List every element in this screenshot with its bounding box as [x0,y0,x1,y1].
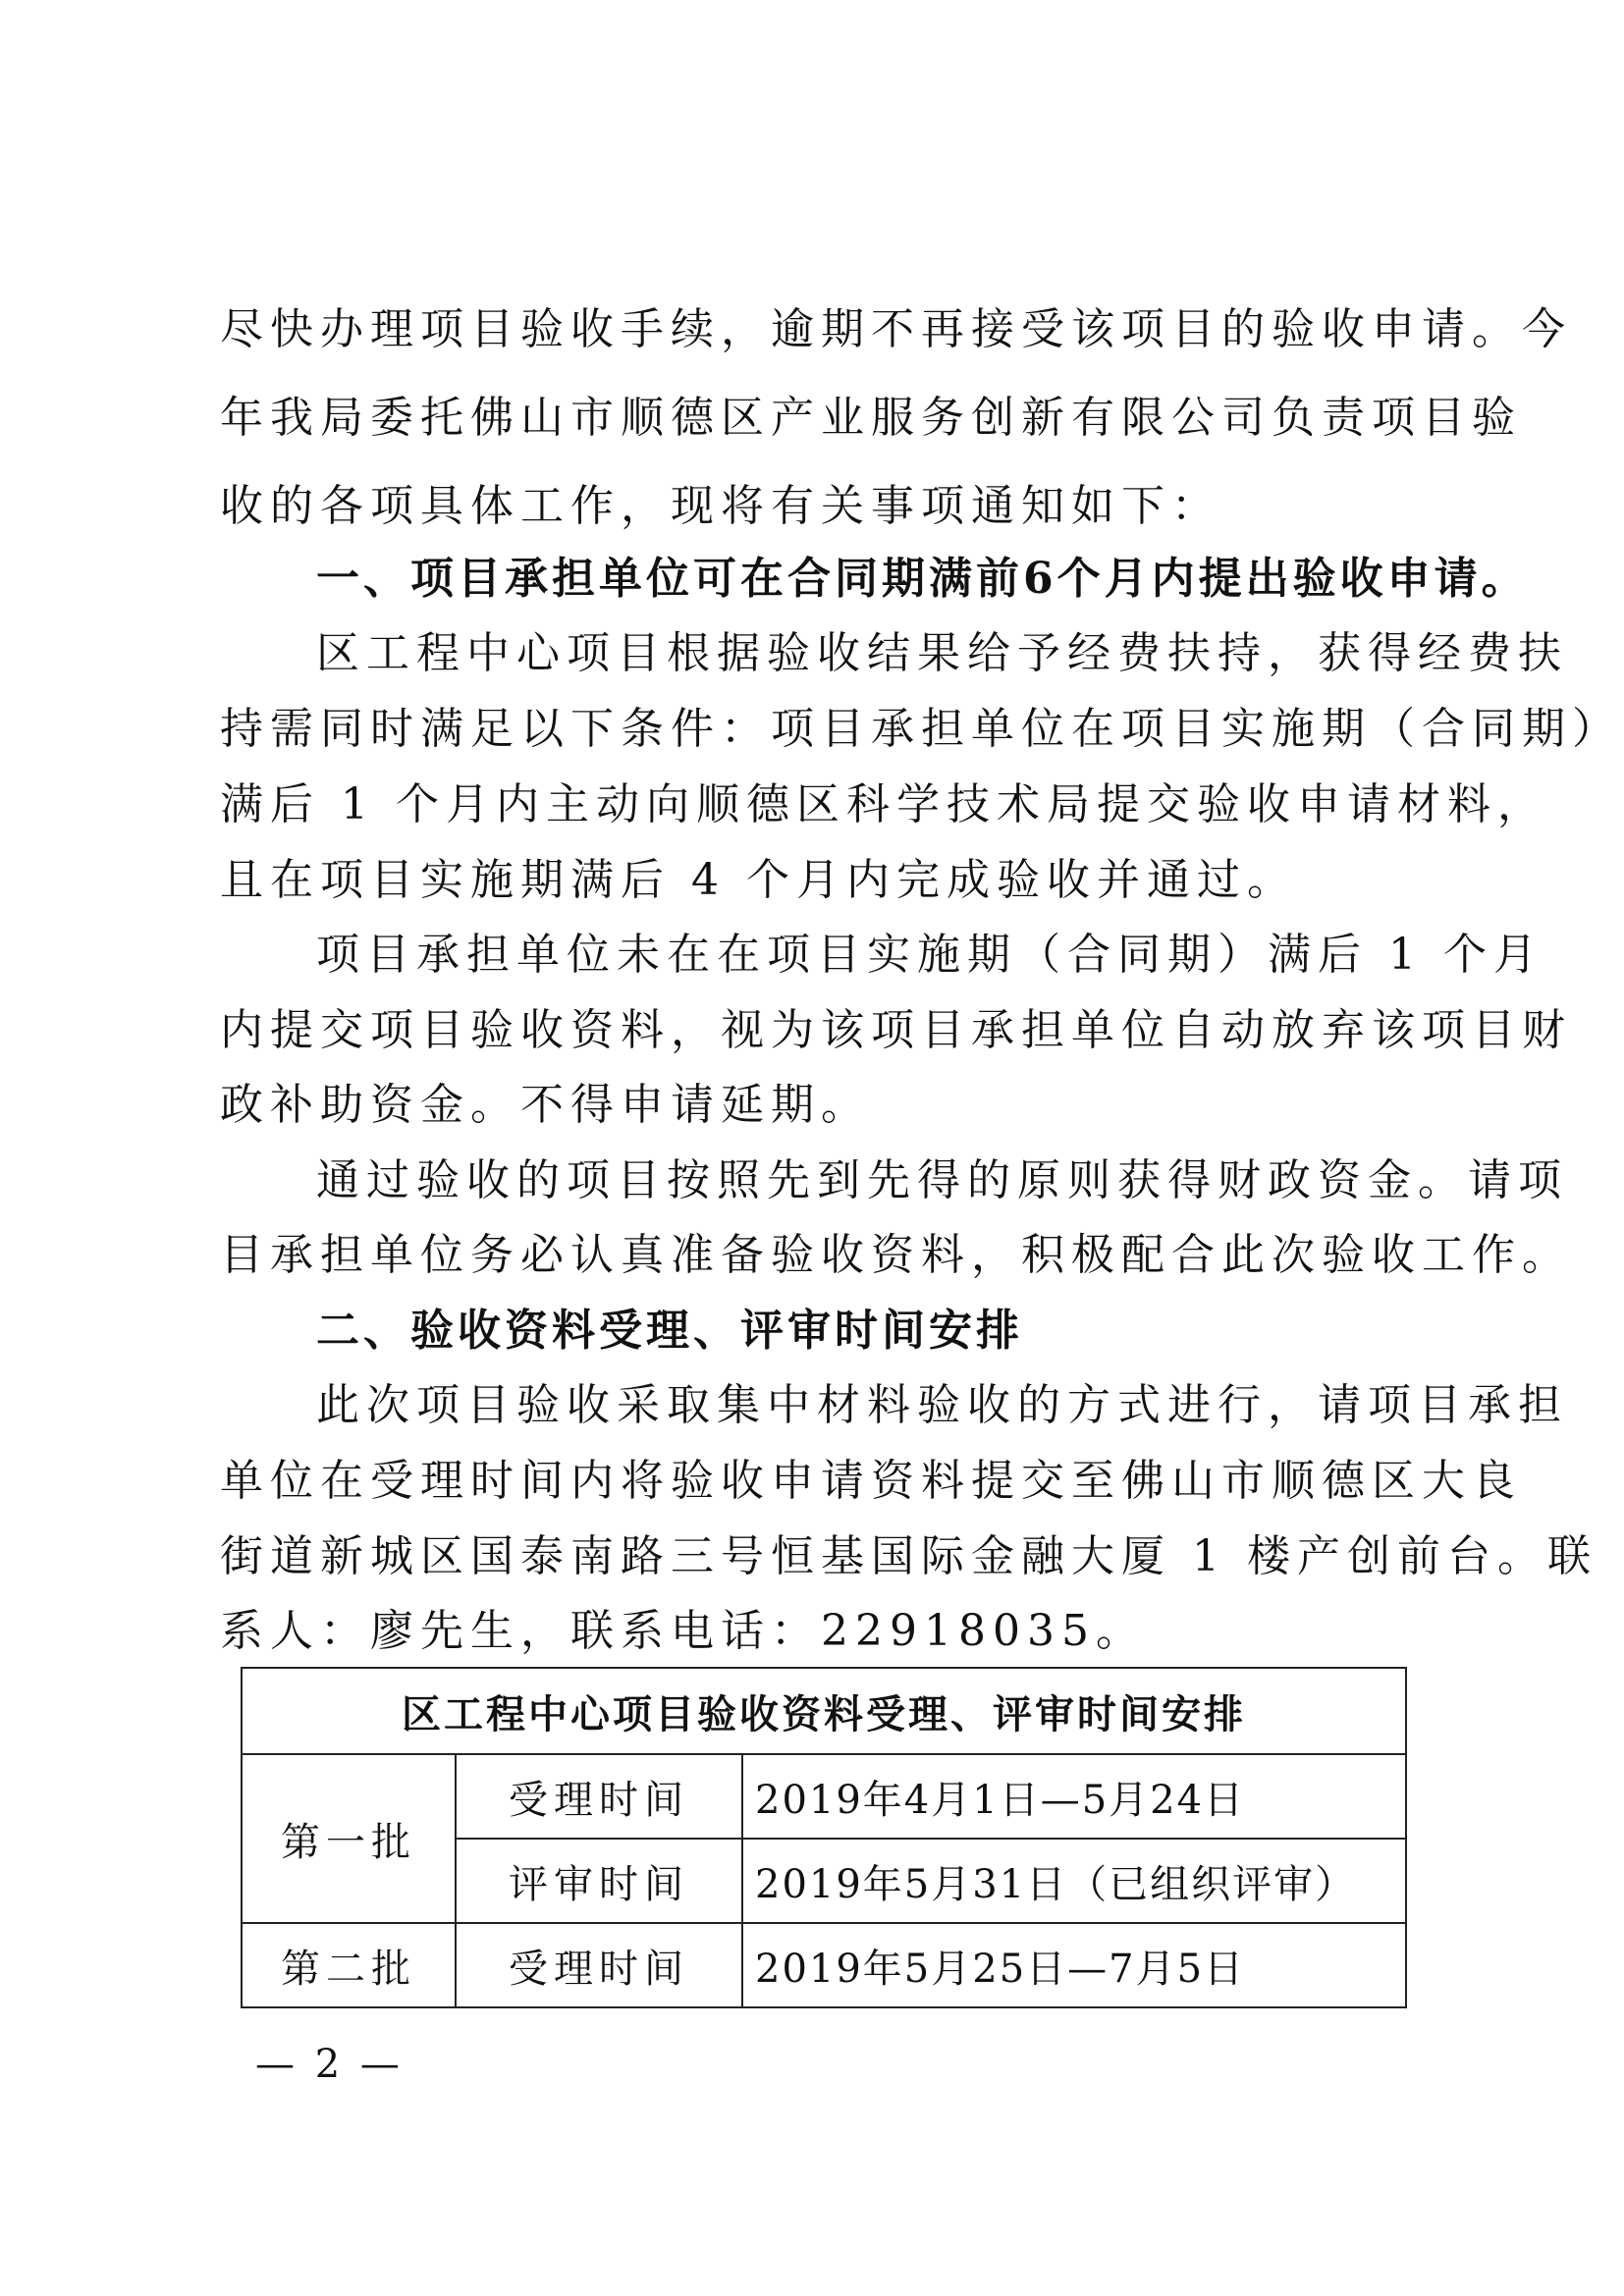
table-row [242,1923,1406,2007]
body-line-11: 政补助资金。不得申请延期。 [220,1080,871,1130]
batch-one-review-label: 评审时间 [456,1839,742,1923]
batch-two-accept-label: 受理时间 [456,1923,742,2007]
body-line-16: 单位在受理时间内将验收申请资料提交至佛山市顺德区大良 [220,1456,1522,1506]
body-line-5: 区工程中心项目根据验收结果给予经费扶持，获得经费扶 [316,628,1568,678]
body-line-1: 尽快办理项目验收手续，逾期不再接受该项目的验收申请。今 [220,304,1572,354]
batch-two-cell: 第二批 [242,1923,456,2007]
batch-one-accept-label: 受理时间 [456,1754,742,1839]
section-one-heading: 一、项目承担单位可在合同期满前6个月内提出验收申请。 [316,554,1529,604]
body-line-13: 目承担单位务必认真准备验收资料，积极配合此次验收工作。 [220,1230,1572,1280]
body-line-18: 系人：廖先生，联系电话：22918035。 [220,1606,1146,1656]
body-line-12: 通过验收的项目按照先到先得的原则获得财政资金。请项 [316,1155,1568,1205]
body-line-10: 内提交项目验收资料，视为该项目承担单位自动放弃该项目财 [220,1005,1572,1055]
body-line-2: 年我局委托佛山市顺德区产业服务创新有限公司负责项目验 [220,393,1522,443]
body-line-6: 持需同时满足以下条件：项目承担单位在项目实施期（合同期） [220,704,1622,754]
batch-one-review-value: 2019年5月31日（已组织评审） [742,1839,1406,1923]
body-line-9: 项目承担单位未在在项目实施期（合同期）满后 1 个月 [316,930,1543,980]
schedule-table [241,1667,1407,2008]
body-line-15: 此次项目验收采取集中材料验收的方式进行，请项目承担 [316,1380,1568,1430]
batch-two-accept-value: 2019年5月25日—7月5日 [742,1923,1406,2007]
section-two-heading: 二、验收资料受理、评审时间安排 [316,1306,1023,1356]
body-line-3: 收的各项具体工作，现将有关事项通知如下： [220,481,1221,531]
page-number: — 2 — [255,2042,404,2087]
body-line-8: 且在项目实施期满后 4 个月内完成验收并通过。 [220,855,1297,905]
body-line-7: 满后 1 个月内主动向顺德区科学技术局提交验收申请材料， [220,779,1547,829]
batch-one-cell: 第一批 [242,1754,456,1923]
batch-one-accept-value: 2019年4月1日—5月24日 [742,1754,1406,1839]
body-line-17: 街道新城区国泰南路三号恒基国际金融大厦 1 楼产创前台。联 [220,1531,1597,1581]
table-row [242,1754,1406,1839]
schedule-table-title: 区工程中心项目验收资料受理、评审时间安排 [242,1668,1406,1754]
